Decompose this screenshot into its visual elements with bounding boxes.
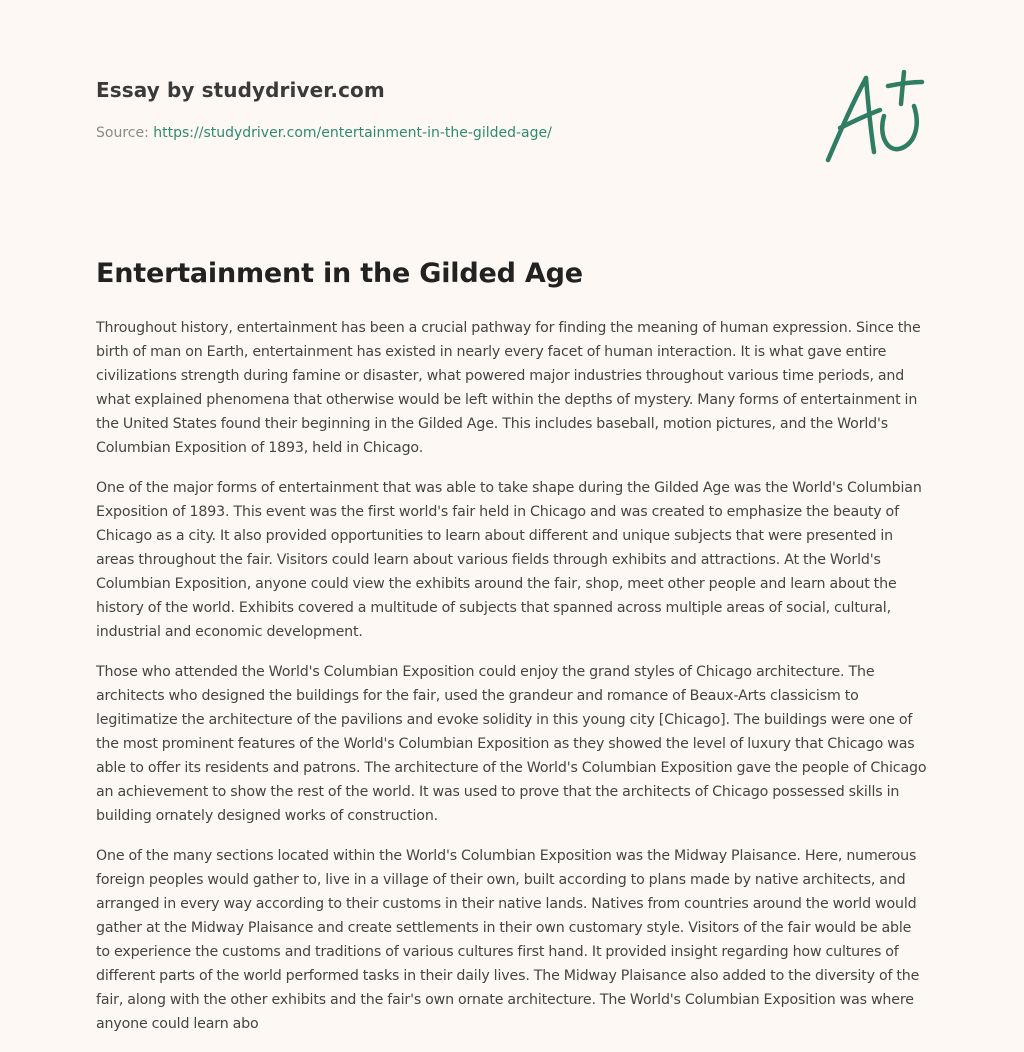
article-body xyxy=(96,316,928,1052)
source-label: Source: xyxy=(96,125,154,141)
a-plus-logo-icon xyxy=(818,66,928,166)
paragraph: One of the many sections located within the World's Columbian Exposition was the Midway Plaisance. Here, numerous foreign peoples would gather to, live in a village of their own, built according to plans made by native architects, and arranged in every way according to their customs in their native lands. Natives from countries around the world would gather at the Midway Plaisance and create settlements in their own customary style. Visitors of the fair would be able to experience the customs and traditions of various cultures first hand. It provided insight regarding how cultures of different parts of the world performed tasks in their daily lives. The Midway Plaisance also added to the diversity of the fair, along with the other exhibits and the fair's own ornate architecture. The World's Columbian Exposition was where anyone could learn abo xyxy=(96,848,920,1032)
page-title: Entertainment in the Gilded Age xyxy=(96,258,583,289)
essay-by-label: Essay by studydriver.com xyxy=(96,78,385,102)
paragraph: One of the major forms of entertainment that was able to take shape during the Gilded Age was the World's Columbian Exposition of 1893. This event was the first world's fair held in Chicago and was created to emphasize the beauty of Chicago as a city. It also provided opportunities to learn about different and unique subjects that were presented in areas throughout the fair. Visitors could learn about various fields through exhibits and attractions. At the World's Columbian Exposition, anyone could view the exhibits around the fair, shop, meet other people and learn about the history of the world. Exhibits covered a multitude of subjects that spanned across multiple areas of social, cultural, industrial and economic development. xyxy=(96,480,922,640)
paragraph: Those who attended the World's Columbian Exposition could enjoy the grand styles of Chicago architecture. The architects who designed the buildings for the fair, used the grandeur and romance of Beaux-Arts classicism to legitimatize the architecture of the pavilions and evoke solidity in this young city [Chicago]. The buildings were one of the most prominent features of the World's Columbian Exposition as they showed the level of luxury that Chicago was able to offer its residents and patrons. The architecture of the World's Columbian Exposition gave the people of Chicago an achievement to show the rest of the world. It was used to prove that the architects of Chicago possessed skills in building ornately designed works of construction. xyxy=(96,664,927,824)
paragraph: Throughout history, entertainment has been a crucial pathway for finding the meaning of human expression. Since the birth of man on Earth, entertainment has existed in nearly every facet of human interaction. It is what gave entire civilizations strength during famine or disaster, what powered major industries throughout various time periods, and what explained phenomena that otherwise would be left within the depths of mystery. Many forms of entertainment in the United States found their beginning in the Gilded Age. This includes baseball, motion pictures, and the World's Columbian Exposition of 1893, held in Chicago. xyxy=(96,320,921,456)
source-line xyxy=(96,124,796,142)
source-link[interactable]: https://studydriver.com/entertainment-in-the-gilded-age/ xyxy=(153,125,552,141)
essay-header xyxy=(96,76,796,142)
